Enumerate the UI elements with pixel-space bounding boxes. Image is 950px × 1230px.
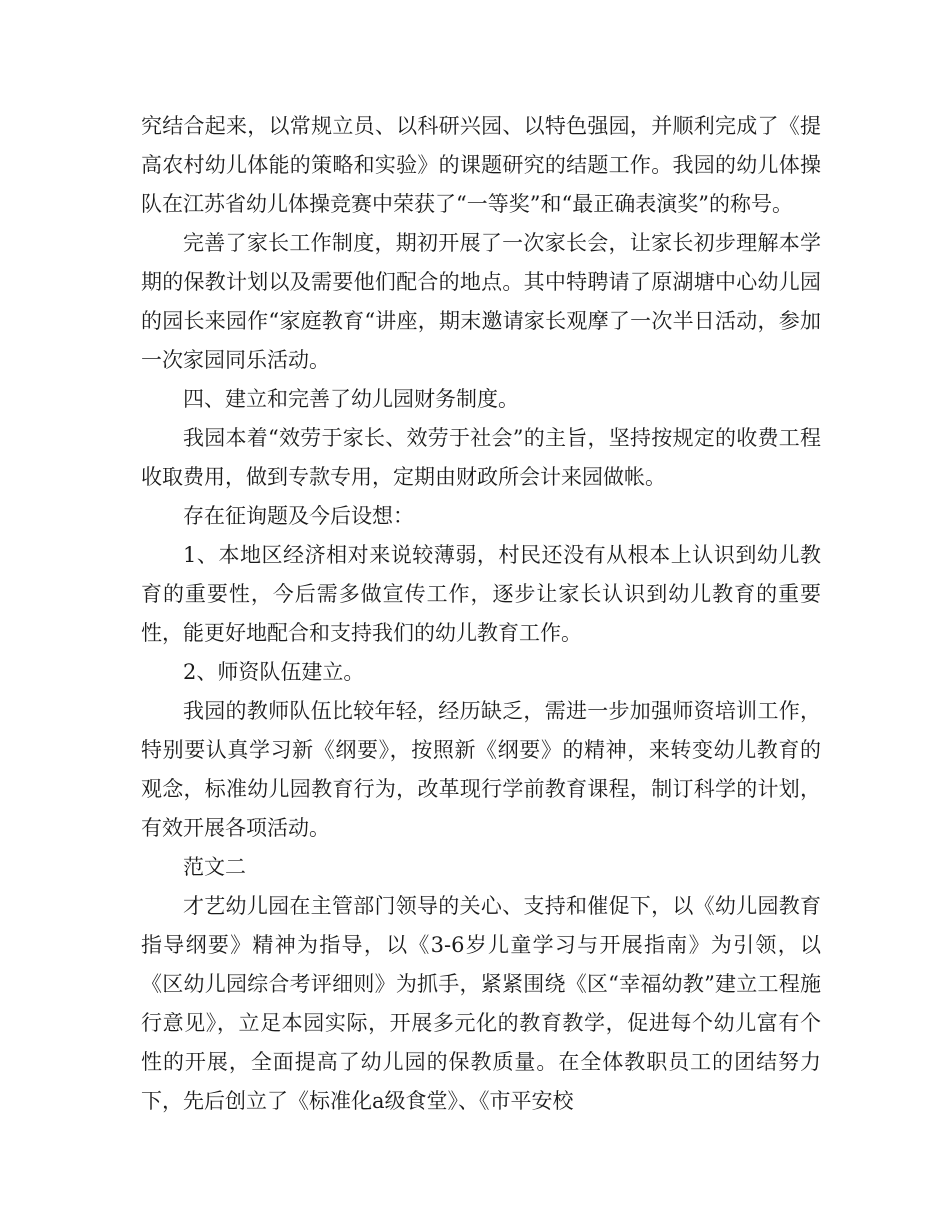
paragraph-problem-2-heading: 2、师资队伍建立。 [183, 660, 365, 684]
paragraph-sample-two: 才艺幼儿园在主管部门领导的关心、支持和催促下，以《幼儿园教育指导纲要》精神为指导，以《3-6岁儿童学习与开展指南》为引领，以《区幼儿园综合考评细则》为抓手，紧紧围绕《区“幸福幼教”建立工程施行意见》，立足本园实际，开展多元化的教育教学，促进每个幼儿富有个性的开展，全面提高了幼儿园的保教质量。在全体教职员工的团结努力下，先后创立了《标准化a级食堂》、《市平安校 [141, 894, 821, 1113]
paragraph-parent-work: 完善了家长工作制度，期初开展了一次家长会，让家长初步理解本学期的保教计划以及需要他们配合的地点。其中特聘请了原湖塘中心幼儿园的园长来园作“家庭教育“讲座，期末邀请家长观摩了一次半日活动，参加一次家园同乐活动。 [141, 231, 821, 372]
paragraph-continuation: 究结合起来，以常规立员、以科研兴园、以特色强园，并顺利完成了《提高农村幼儿体能的策略和实验》的课题研究的结题工作。我园的幼儿体操队在江苏省幼儿体操竞赛中荣获了“一等奖”和“最正确表演奖”的称号。 [141, 114, 821, 216]
paragraph-finance: 我园本着“效劳于家长、效劳于社会”的主旨，坚持按规定的收费工程收取费用，做到专款专用，定期由财政所会计来园做帐。 [141, 426, 821, 489]
paragraph-teachers: 我园的教师队伍比较年轻，经历缺乏，需进一步加强师资培训工作，特别要认真学习新《纲要》，按照新《纲要》的精神，来转变幼儿教育的观念，标准幼儿园教育行为，改革现行学前教育课程，制订科学的计划，有效开展各项活动。 [141, 699, 821, 840]
paragraph-problem-1: 1、本地区经济相对来说较薄弱，村民还没有从根本上认识到幼儿教育的重要性，今后需多做宣传工作，逐步让家长认识到幼儿教育的重要性，能更好地配合和支持我们的幼儿教育工作。 [141, 543, 821, 645]
section-heading-finance: 四、建立和完善了幼儿园财务制度。 [183, 387, 519, 411]
section-heading-sample-two: 范文二 [183, 855, 246, 879]
document-body [141, 107, 821, 1121]
section-heading-problems: 存在征询题及今后设想： [183, 504, 414, 528]
